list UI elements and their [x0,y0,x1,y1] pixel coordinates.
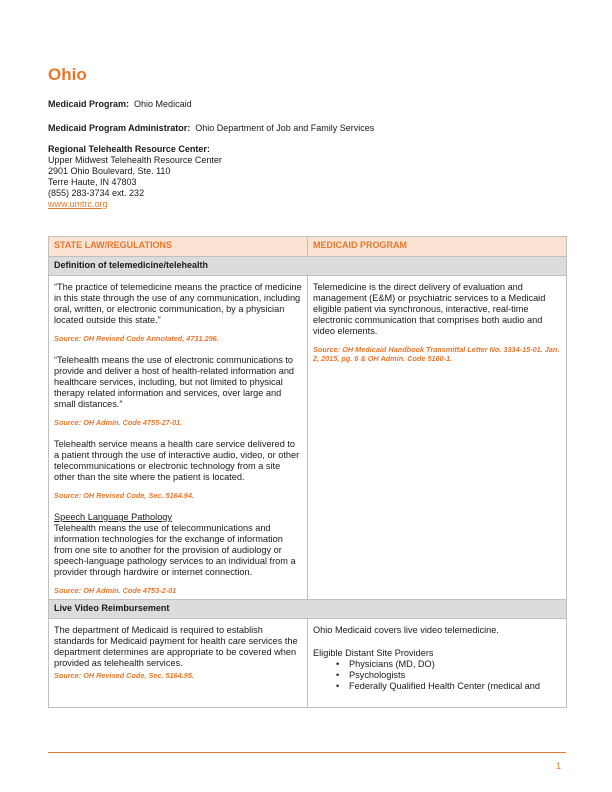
definition-quote: “Telehealth means the use of electronic communications to provide and deliver a host of health-related information and healthcare services, including, but not limited to physical therapy related information and services, over large and small distances.” [54,355,295,409]
medicaid-administrator-label: Medicaid Program Administrator: [48,123,191,133]
provider-list [313,659,561,692]
live-video-state-law-cell [49,619,308,708]
list-heading: Eligible Distant Site Providers [313,648,434,658]
definition-text: Telemedicine is the direct delivery of evaluation and management (E&M) or psychiatric services to a Medicaid eligible patient via synchronous, interactive, real-time electronic communication that comprises both audio and video elements. [313,282,546,336]
resource-center-line: 2901 Ohio Boulevard, Ste. 110 [48,166,171,176]
page-title: Ohio [48,65,87,84]
source-citation: Source: OH Medicaid Handbook Transmittal Letter No. 3334-15-01. Jan. 2, 2015, pg. 6 & OH Admin. Code 5160-1. [313,345,560,363]
table-row [49,619,567,708]
resource-center-line: (855) 283-3734 ext. 232 [48,188,145,198]
header-state-law: STATE LAW/REGULATIONS [49,237,308,257]
source-citation: Source: OH Revised Code, Sec. 5164.95. [54,671,194,680]
section-title-definition: Definition of telemedicine/telehealth [49,257,567,276]
source-citation: Source: OH Admin. Code 4755-27-01. [54,418,183,427]
table-header-row [49,237,567,257]
resource-center-link[interactable]: www.umtrc.org [48,199,108,209]
section-row [49,600,567,619]
footer-divider [48,752,566,753]
table-row [49,276,567,600]
definition-quote: “The practice of telemedicine means the practice of medicine in this state through the use of any communication, including oral, written, or electronic communication, by a physician located outside this state.” [54,282,302,325]
list-item: • Psychologists [349,670,561,681]
medicaid-program-value: Ohio Medicaid [134,99,192,109]
list-item: • Physicians (MD, DO) [349,659,561,670]
medicaid-program [48,99,192,110]
resource-center [48,144,222,210]
resource-center-line: Upper Midwest Telehealth Resource Center [48,155,222,165]
live-video-medicaid-cell [308,619,567,708]
definition-text: Telehealth means the use of telecommunications and information technologies for the exchange of information from one site to another for the provision of audiology or speech-language pathology services to an individual from a provider through hardwire or internet connection. [54,523,296,577]
source-citation: Source: OH Revised Code, Sec. 5164.94. [54,491,194,500]
section-row [49,257,567,276]
medicaid-administrator-value: Ohio Department of Job and Family Services [195,123,375,133]
law-table [48,236,567,708]
section-title-live-video: Live Video Reimbursement [49,600,567,619]
medicaid-administrator [48,123,374,134]
reimbursement-text: The department of Medicaid is required to establish standards for Medicaid payment for health care services the department determines are appropriate to be covered when provided as telehealth services. [54,625,298,668]
reimbursement-text: Ohio Medicaid covers live video telemedicine. [313,625,499,635]
page-number: 1 [556,761,562,771]
header-medicaid-program: MEDICAID PROGRAM [308,237,567,257]
definition-state-law-cell [49,276,308,600]
medicaid-program-label: Medicaid Program: [48,99,130,109]
subsection-heading: Speech Language Pathology [54,512,173,522]
resource-center-line: Terre Haute, IN 47803 [48,177,137,187]
definition-medicaid-cell [308,276,567,600]
resource-center-label: Regional Telehealth Resource Center: [48,144,210,154]
definition-text: Telehealth service means a health care service delivered to a patient through the use of interactive audio, video, or other telecommunications or electronic technology from a site other than the site where the patient is located. [54,439,300,482]
list-item: • Federally Qualified Health Center (medical and [349,681,561,692]
source-citation: Source: OH Revised Code Annotated, 4731.296. [54,334,219,343]
source-citation: Source: OH Admin. Code 4753-2-01 [54,586,177,595]
